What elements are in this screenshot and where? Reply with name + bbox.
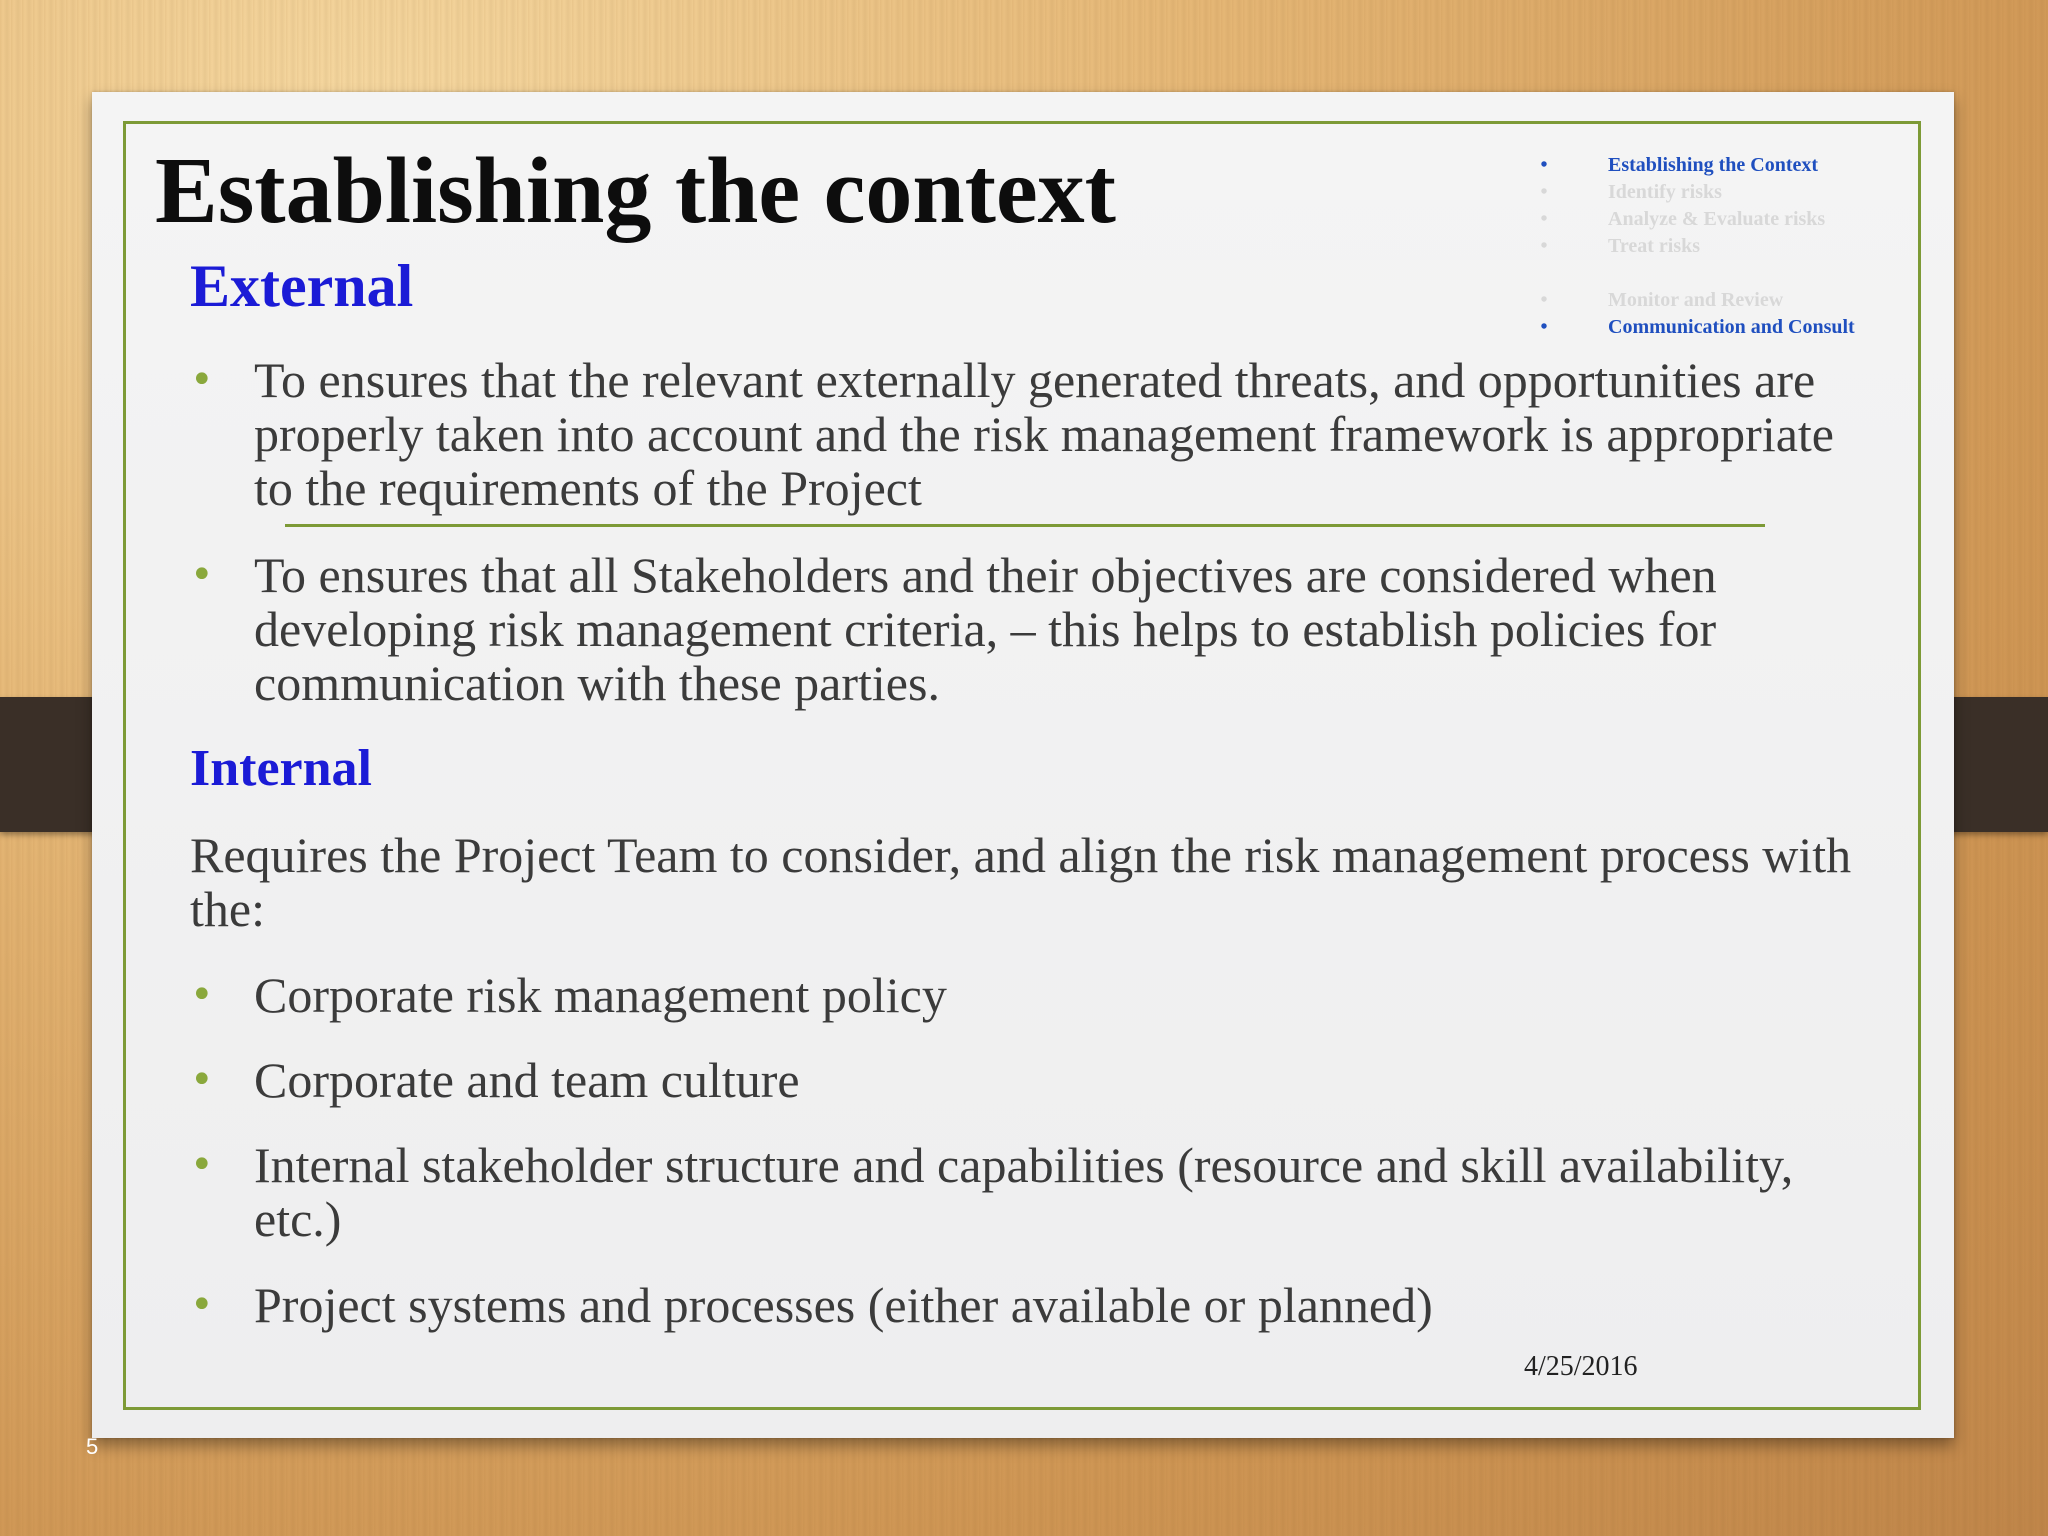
- nav-item-label: Identify risks: [1608, 181, 1722, 203]
- nav-item-communication-consult: [1538, 314, 1855, 341]
- nav-item-label: Analyze & Evaluate risks: [1608, 208, 1826, 230]
- nav-item-label: Treat risks: [1608, 235, 1701, 257]
- nav-bullet: •: [1540, 154, 1548, 176]
- nav-bullet: •: [1540, 208, 1548, 230]
- bullet-marker: •: [190, 357, 214, 403]
- bullet-text: Project systems and processes (either available or planned): [254, 1277, 1433, 1333]
- bullet-text: Corporate risk management policy: [254, 967, 947, 1023]
- slide-date: 4/25/2016: [1524, 1351, 1638, 1382]
- process-nav: [1538, 152, 1855, 341]
- nav-bullet: •: [1540, 181, 1548, 203]
- bullet-text: Corporate and team culture: [254, 1052, 800, 1108]
- nav-item-establishing-context: [1538, 152, 1855, 179]
- divider-line: [285, 524, 1765, 527]
- bullet-text: Internal stakeholder structure and capabilities (resource and skill availability, etc.): [254, 1137, 1794, 1247]
- bullet-marker: •: [190, 1282, 214, 1328]
- nav-item-analyze-evaluate: [1538, 206, 1855, 233]
- nav-item-identify-risks: [1538, 179, 1855, 206]
- slide-number: 5: [86, 1434, 99, 1459]
- external-heading: External: [190, 253, 414, 319]
- bullet-marker: •: [190, 972, 214, 1018]
- slide-title: Establishing the context: [155, 139, 1116, 243]
- nav-item-label: Establishing the Context: [1608, 154, 1819, 176]
- nav-bullet: •: [1540, 235, 1548, 257]
- nav-item-monitor-review: [1538, 287, 1855, 314]
- bullet-marker: •: [190, 1142, 214, 1188]
- nav-bullet: •: [1540, 316, 1548, 338]
- nav-item-treat-risks: [1538, 233, 1855, 260]
- nav-item-label: Communication and Consult: [1608, 316, 1855, 338]
- nav-bullet: •: [1540, 289, 1548, 311]
- internal-intro: Requires the Project Team to consider, and align the risk management process with the:: [190, 827, 1852, 937]
- bullet-text: To ensures that the relevant externally generated threats, and opportunities are properly taken into account and the risk management framework is appropriate to the requirements of the Project: [254, 352, 1834, 516]
- nav-item-label: Monitor and Review: [1608, 289, 1784, 311]
- bullet-marker: •: [190, 1057, 214, 1103]
- internal-heading: Internal: [190, 740, 372, 797]
- bullet-text: To ensures that all Stakeholders and their objectives are considered when developing risk management criteria, – this helps to establish policies for communication with these parties.: [254, 547, 1717, 711]
- bullet-marker: •: [190, 552, 214, 598]
